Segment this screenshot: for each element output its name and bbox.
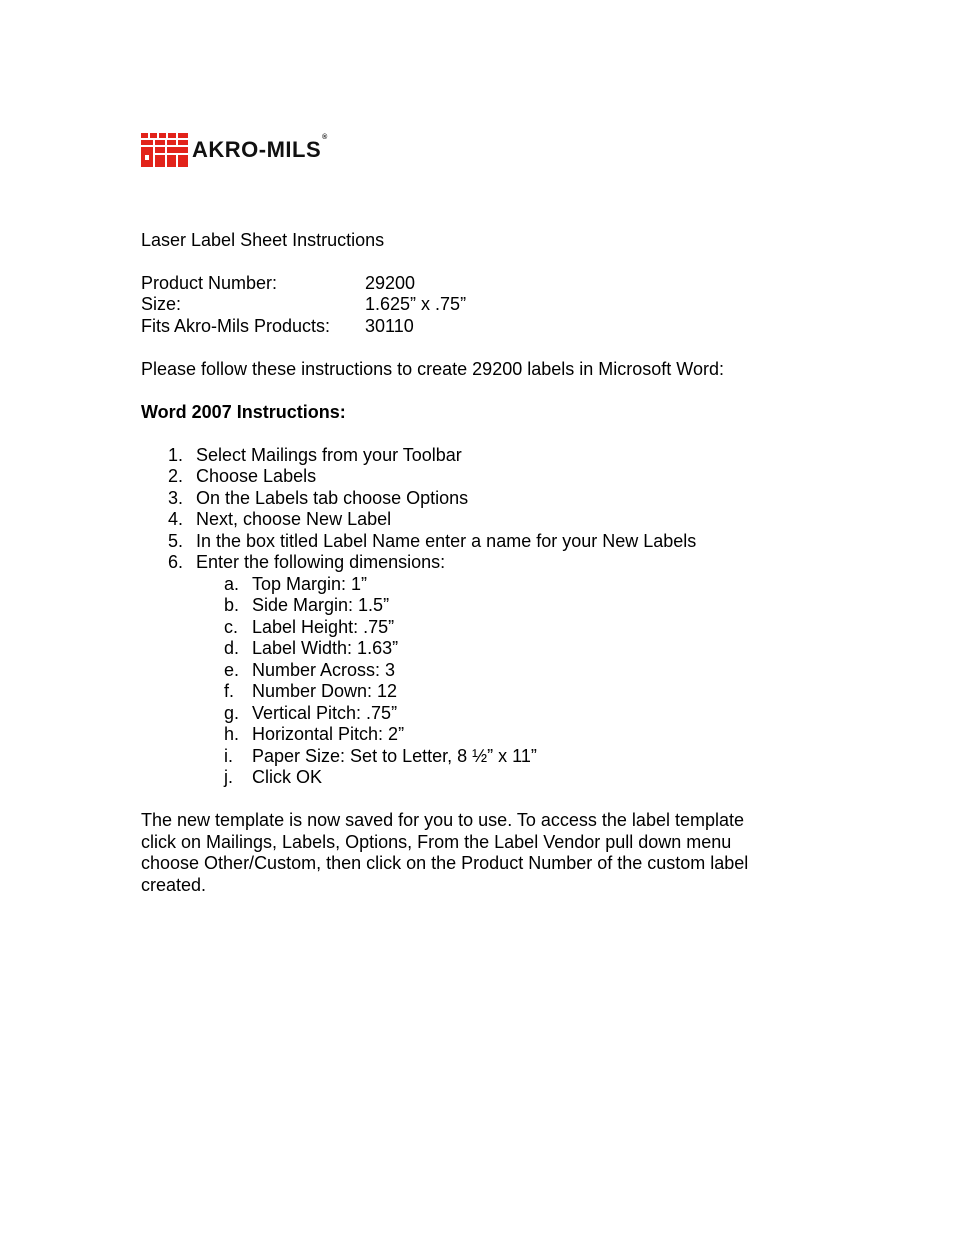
akro-mils-logo-mark-icon bbox=[141, 133, 188, 167]
closing-paragraph-line: The new template is now saved for you to use. To access the label template bbox=[141, 810, 744, 830]
spec-value: 1.625” x .75” bbox=[365, 294, 467, 314]
list-number: 6. bbox=[168, 552, 184, 572]
sub-list-letter: d. bbox=[224, 638, 240, 658]
list-text: Choose Labels bbox=[196, 466, 317, 486]
sub-list-text: Label Height: .75” bbox=[252, 617, 395, 637]
sub-list-letter: f. bbox=[224, 681, 235, 701]
list-text: Enter the following dimensions: bbox=[196, 552, 446, 572]
sub-list-text: Side Margin: 1.5” bbox=[252, 595, 390, 615]
sub-list-letter: b. bbox=[224, 595, 240, 615]
spec-label: Product Number: bbox=[141, 273, 278, 293]
section-heading: Word 2007 Instructions: bbox=[141, 402, 346, 422]
list-text: Next, choose New Label bbox=[196, 509, 392, 529]
spec-label: Size: bbox=[141, 294, 182, 314]
sub-list-letter: e. bbox=[224, 660, 240, 680]
registered-mark: ® bbox=[322, 134, 328, 141]
document-title: Laser Label Sheet Instructions bbox=[141, 230, 385, 250]
spec-row-fits-products bbox=[141, 316, 641, 337]
sub-list-text: Number Across: 3 bbox=[252, 660, 396, 680]
list-text: In the box titled Label Name enter a name for your New Labels bbox=[196, 531, 697, 551]
list-number: 5. bbox=[168, 531, 184, 551]
closing-paragraph-line: click on Mailings, Labels, Options, From the Label Vendor pull down menu bbox=[141, 832, 732, 852]
sub-list-letter: i. bbox=[224, 746, 233, 766]
list-number: 1. bbox=[168, 445, 184, 465]
list-number: 2. bbox=[168, 466, 184, 486]
intro-paragraph: Please follow these instructions to create 29200 labels in Microsoft Word: bbox=[141, 359, 724, 379]
closing-paragraph-line: choose Other/Custom, then click on the Product Number of the custom label bbox=[141, 853, 749, 873]
spec-row-size bbox=[141, 294, 641, 315]
spec-row-product-number bbox=[141, 273, 641, 294]
spec-value: 29200 bbox=[365, 273, 416, 293]
sub-list-letter: h. bbox=[224, 724, 240, 744]
spec-value: 30110 bbox=[365, 316, 414, 336]
spec-label: Fits Akro-Mils Products: bbox=[141, 316, 331, 336]
sub-list-text: Vertical Pitch: .75” bbox=[252, 703, 398, 723]
akro-mils-logo bbox=[141, 132, 328, 168]
sub-list-text: Click OK bbox=[252, 767, 323, 787]
sub-list-text: Label Width: 1.63” bbox=[252, 638, 399, 658]
list-text: On the Labels tab choose Options bbox=[196, 488, 469, 508]
sub-list-text: Horizontal Pitch: 2” bbox=[252, 724, 405, 744]
closing-paragraph-line: created. bbox=[141, 875, 207, 895]
sub-list-text: Paper Size: Set to Letter, 8 ½” x 11” bbox=[252, 746, 537, 766]
sub-list-text: Top Margin: 1” bbox=[252, 574, 368, 594]
brand-wordmark: AKRO-MILS® bbox=[192, 134, 328, 162]
sub-list-letter: g. bbox=[224, 703, 240, 723]
sub-list-text: Number Down: 12 bbox=[252, 681, 398, 701]
sub-list-letter: a. bbox=[224, 574, 240, 594]
list-text: Select Mailings from your Toolbar bbox=[196, 445, 462, 465]
list-number: 4. bbox=[168, 509, 184, 529]
list-number: 3. bbox=[168, 488, 184, 508]
sub-list-letter: j. bbox=[224, 767, 233, 787]
sub-list-letter: c. bbox=[224, 617, 239, 637]
